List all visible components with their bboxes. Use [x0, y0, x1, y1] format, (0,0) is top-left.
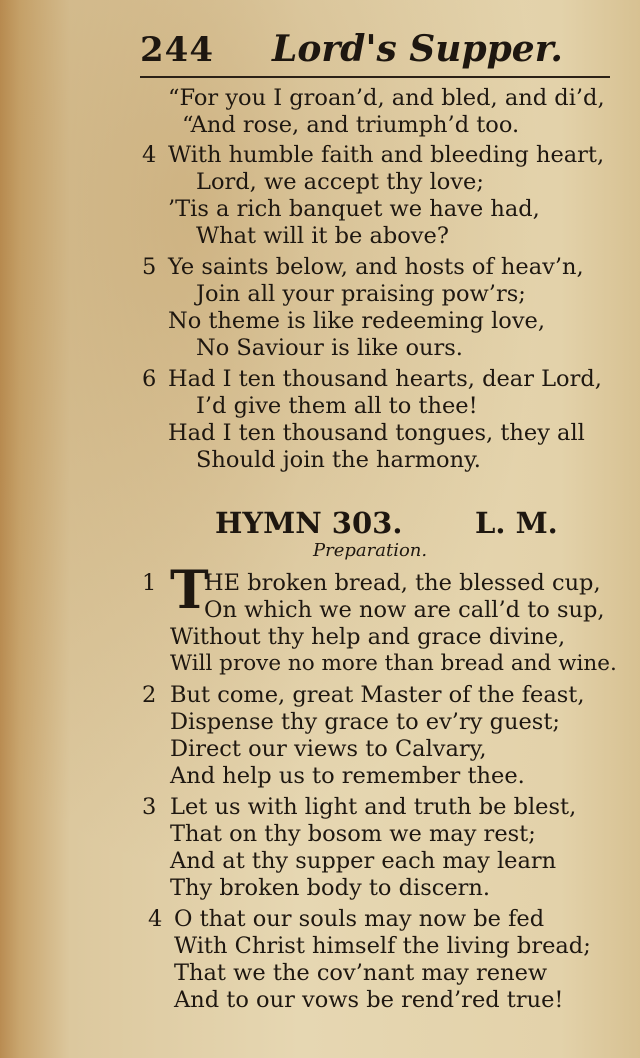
verse-line: And at thy supper each may learn	[170, 848, 557, 874]
verse-line: And help us to remember thee.	[170, 763, 525, 789]
verse-line: “And rose, and triumph’d too.	[182, 112, 520, 138]
stanza-number: 4	[148, 906, 163, 932]
verse-line: HE broken bread, the blessed cup,	[204, 570, 601, 596]
verse-line: What will it be above?	[196, 223, 449, 249]
stanza-number: 2	[142, 682, 157, 708]
hymn-title: HYMN 303.	[215, 506, 403, 540]
verse-line: But come, great Master of the feast,	[170, 682, 585, 708]
verse-line: I’d give them all to thee!	[196, 393, 478, 419]
verse-line: Lord, we accept thy love;	[196, 169, 484, 195]
running-title: Lord's Supper.	[272, 28, 563, 70]
stanza-number: 4	[142, 142, 157, 168]
stanza-number: 1	[142, 570, 157, 596]
verse-line: “For you I groan’d, and bled, and di’d,	[168, 85, 605, 111]
stanza-number: 6	[142, 366, 157, 392]
drop-cap: T	[170, 560, 209, 621]
verse-line: Join all your praising pow’rs;	[196, 281, 526, 307]
verse-line: No theme is like redeeming love,	[168, 308, 546, 334]
verse-line: Had I ten thousand tongues, they all	[168, 420, 585, 446]
verse-line: And to our vows be rend’red true!	[174, 987, 564, 1013]
hymn-subject: Preparation.	[313, 540, 428, 561]
verse-line: No Saviour is like ours.	[196, 335, 463, 361]
verse-line: Ye saints below, and hosts of heav’n,	[168, 254, 584, 280]
verse-line: O that our souls may now be fed	[174, 906, 545, 932]
verse-line: Had I ten thousand hearts, dear Lord,	[168, 366, 602, 392]
verse-line: Without thy help and grace divine,	[170, 624, 566, 650]
verse-line: With humble faith and bleeding heart,	[168, 142, 605, 168]
verse-line: Dispense thy grace to ev’ry guest;	[170, 709, 560, 735]
verse-line: Thy broken body to discern.	[170, 875, 491, 901]
verse-line: On which we now are call’d to sup,	[204, 597, 605, 623]
verse-line: Let us with light and truth be blest,	[170, 794, 577, 820]
verse-line: ’Tis a rich banquet we have had,	[168, 196, 540, 222]
verse-line: With Christ himself the living bread;	[174, 933, 591, 959]
stanza-number: 5	[142, 254, 157, 280]
header-rule	[140, 76, 610, 78]
verse-line: Direct our views to Calvary,	[170, 736, 487, 762]
page-header	[140, 30, 610, 80]
verse-line: That we the cov’nant may renew	[174, 960, 548, 986]
verse-line: Should join the harmony.	[196, 447, 481, 473]
verse-line: Will prove no more than bread and wine.	[170, 651, 617, 676]
verse-line: That on thy bosom we may rest;	[170, 821, 536, 847]
page-number: 244	[140, 30, 214, 70]
hymn-meter: L. M.	[475, 506, 558, 540]
stanza-number: 3	[142, 794, 157, 820]
